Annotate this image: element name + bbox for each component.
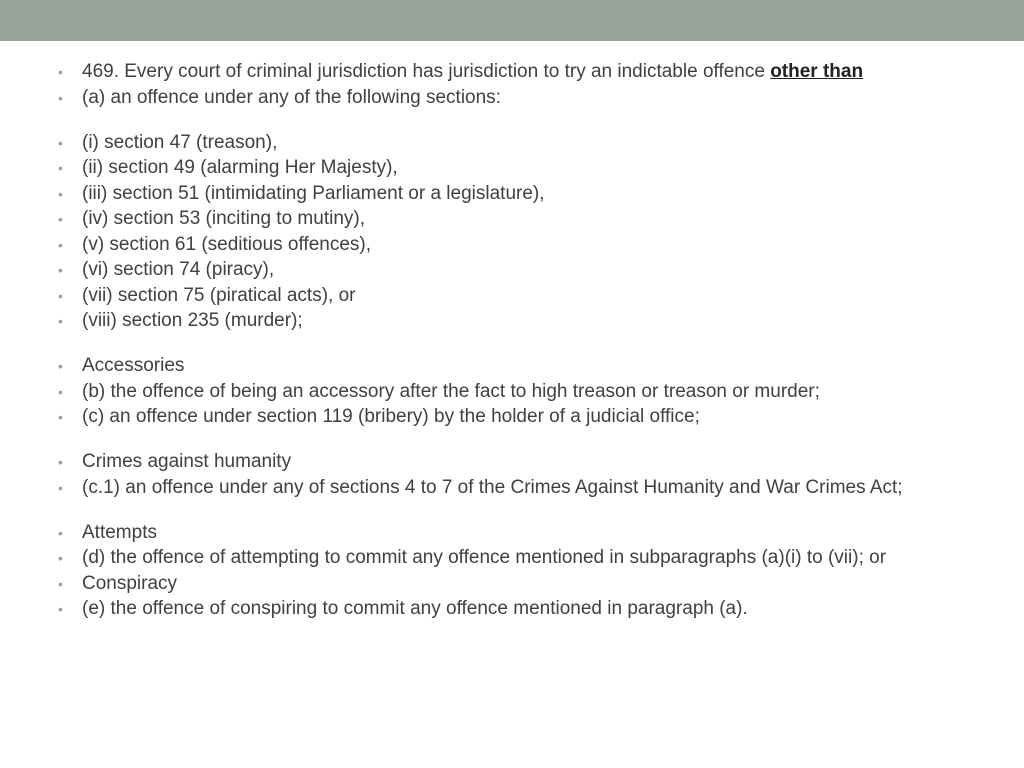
item-text: Crimes against humanity xyxy=(82,451,292,472)
list-item-conspiracy-heading xyxy=(58,574,978,594)
item-text: (viii) section 235 (murder); xyxy=(82,310,303,331)
list-item-accessories-heading xyxy=(58,356,978,376)
list-item-c1 xyxy=(58,478,978,498)
bullet-icon: • xyxy=(58,479,63,496)
bullet-icon: • xyxy=(58,358,63,374)
list-item-a-vi xyxy=(58,260,978,280)
item-text: Attempts xyxy=(82,521,157,543)
item-text: (vi) section 74 (piracy), xyxy=(82,259,275,280)
list-item-a-iii xyxy=(58,184,978,204)
bullet-icon: • xyxy=(58,64,63,80)
list-item-a-vii xyxy=(58,286,978,306)
bullet-icon: • xyxy=(58,454,63,470)
item-text: (c) an offence under section 119 (bribery) by the holder of a judicial office; xyxy=(82,406,700,427)
item-text: (vii) section 75 (piratical acts), or xyxy=(82,284,356,306)
list-item-a xyxy=(58,88,978,108)
bullet-icon: • xyxy=(58,287,63,304)
item-text: 469. Every court of criminal jurisdiction has jurisdiction to try an indictable offence xyxy=(82,61,771,82)
bullet-icon: • xyxy=(58,524,63,541)
list-item-a-ii xyxy=(58,158,978,178)
item-text: (i) section 47 (treason), xyxy=(82,131,278,153)
bullet-icon: • xyxy=(58,134,63,151)
item-text: (ii) section 49 (alarming Her Majesty), xyxy=(82,157,398,178)
list-item-a-v xyxy=(58,235,978,255)
bullet-icon: • xyxy=(58,236,63,253)
list-item-crimes-against-humanity-heading xyxy=(58,452,978,472)
emphasis-other-than: other than xyxy=(770,61,864,82)
bullet-icon: • xyxy=(58,575,63,592)
list-item-c xyxy=(58,407,978,427)
bullet-icon: • xyxy=(58,185,63,202)
list-item-attempts-heading xyxy=(58,523,978,543)
item-text: (c.1) an offence under any of sections 4 to 7 of the Crimes Against Humanity and War Crimes Act; xyxy=(82,476,903,498)
bullet-icon: • xyxy=(58,211,63,227)
item-text: (iv) section 53 (inciting to mutiny), xyxy=(82,208,365,229)
bullet-icon: • xyxy=(58,262,63,278)
slide-header-bar xyxy=(0,0,1024,41)
item-text: (iii) section 51 (intimidating Parliament or a legislature), xyxy=(82,182,545,204)
bullet-icon: • xyxy=(58,313,63,329)
item-text: (v) section 61 (seditious offences), xyxy=(82,233,372,255)
item-text: (a) an offence under any of the following sections: xyxy=(82,86,501,108)
item-text: (b) the offence of being an accessory after the fact to high treason or treason or murder; xyxy=(82,380,820,402)
bullet-icon: • xyxy=(58,160,63,176)
item-text: Conspiracy xyxy=(82,572,178,594)
item-text: (d) the offence of attempting to commit any offence mentioned in subparagraphs (a)(i) to (vii); or xyxy=(82,547,887,568)
bullet-icon: • xyxy=(58,550,63,566)
list-item-a-i xyxy=(58,133,978,153)
list-item-a-iv xyxy=(58,209,978,229)
bullet-icon: • xyxy=(58,89,63,106)
bullet-icon: • xyxy=(58,601,63,617)
slide-body xyxy=(58,62,978,625)
list-item-a-viii xyxy=(58,311,978,331)
list-item-b xyxy=(58,382,978,402)
list-item-469 xyxy=(58,62,978,82)
item-text: (e) the offence of conspiring to commit any offence mentioned in paragraph (a). xyxy=(82,598,748,619)
list-item-d xyxy=(58,548,978,568)
list-item-e xyxy=(58,599,978,619)
item-text: Accessories xyxy=(82,355,185,376)
bullet-icon: • xyxy=(58,409,63,425)
bullet-icon: • xyxy=(58,383,63,400)
